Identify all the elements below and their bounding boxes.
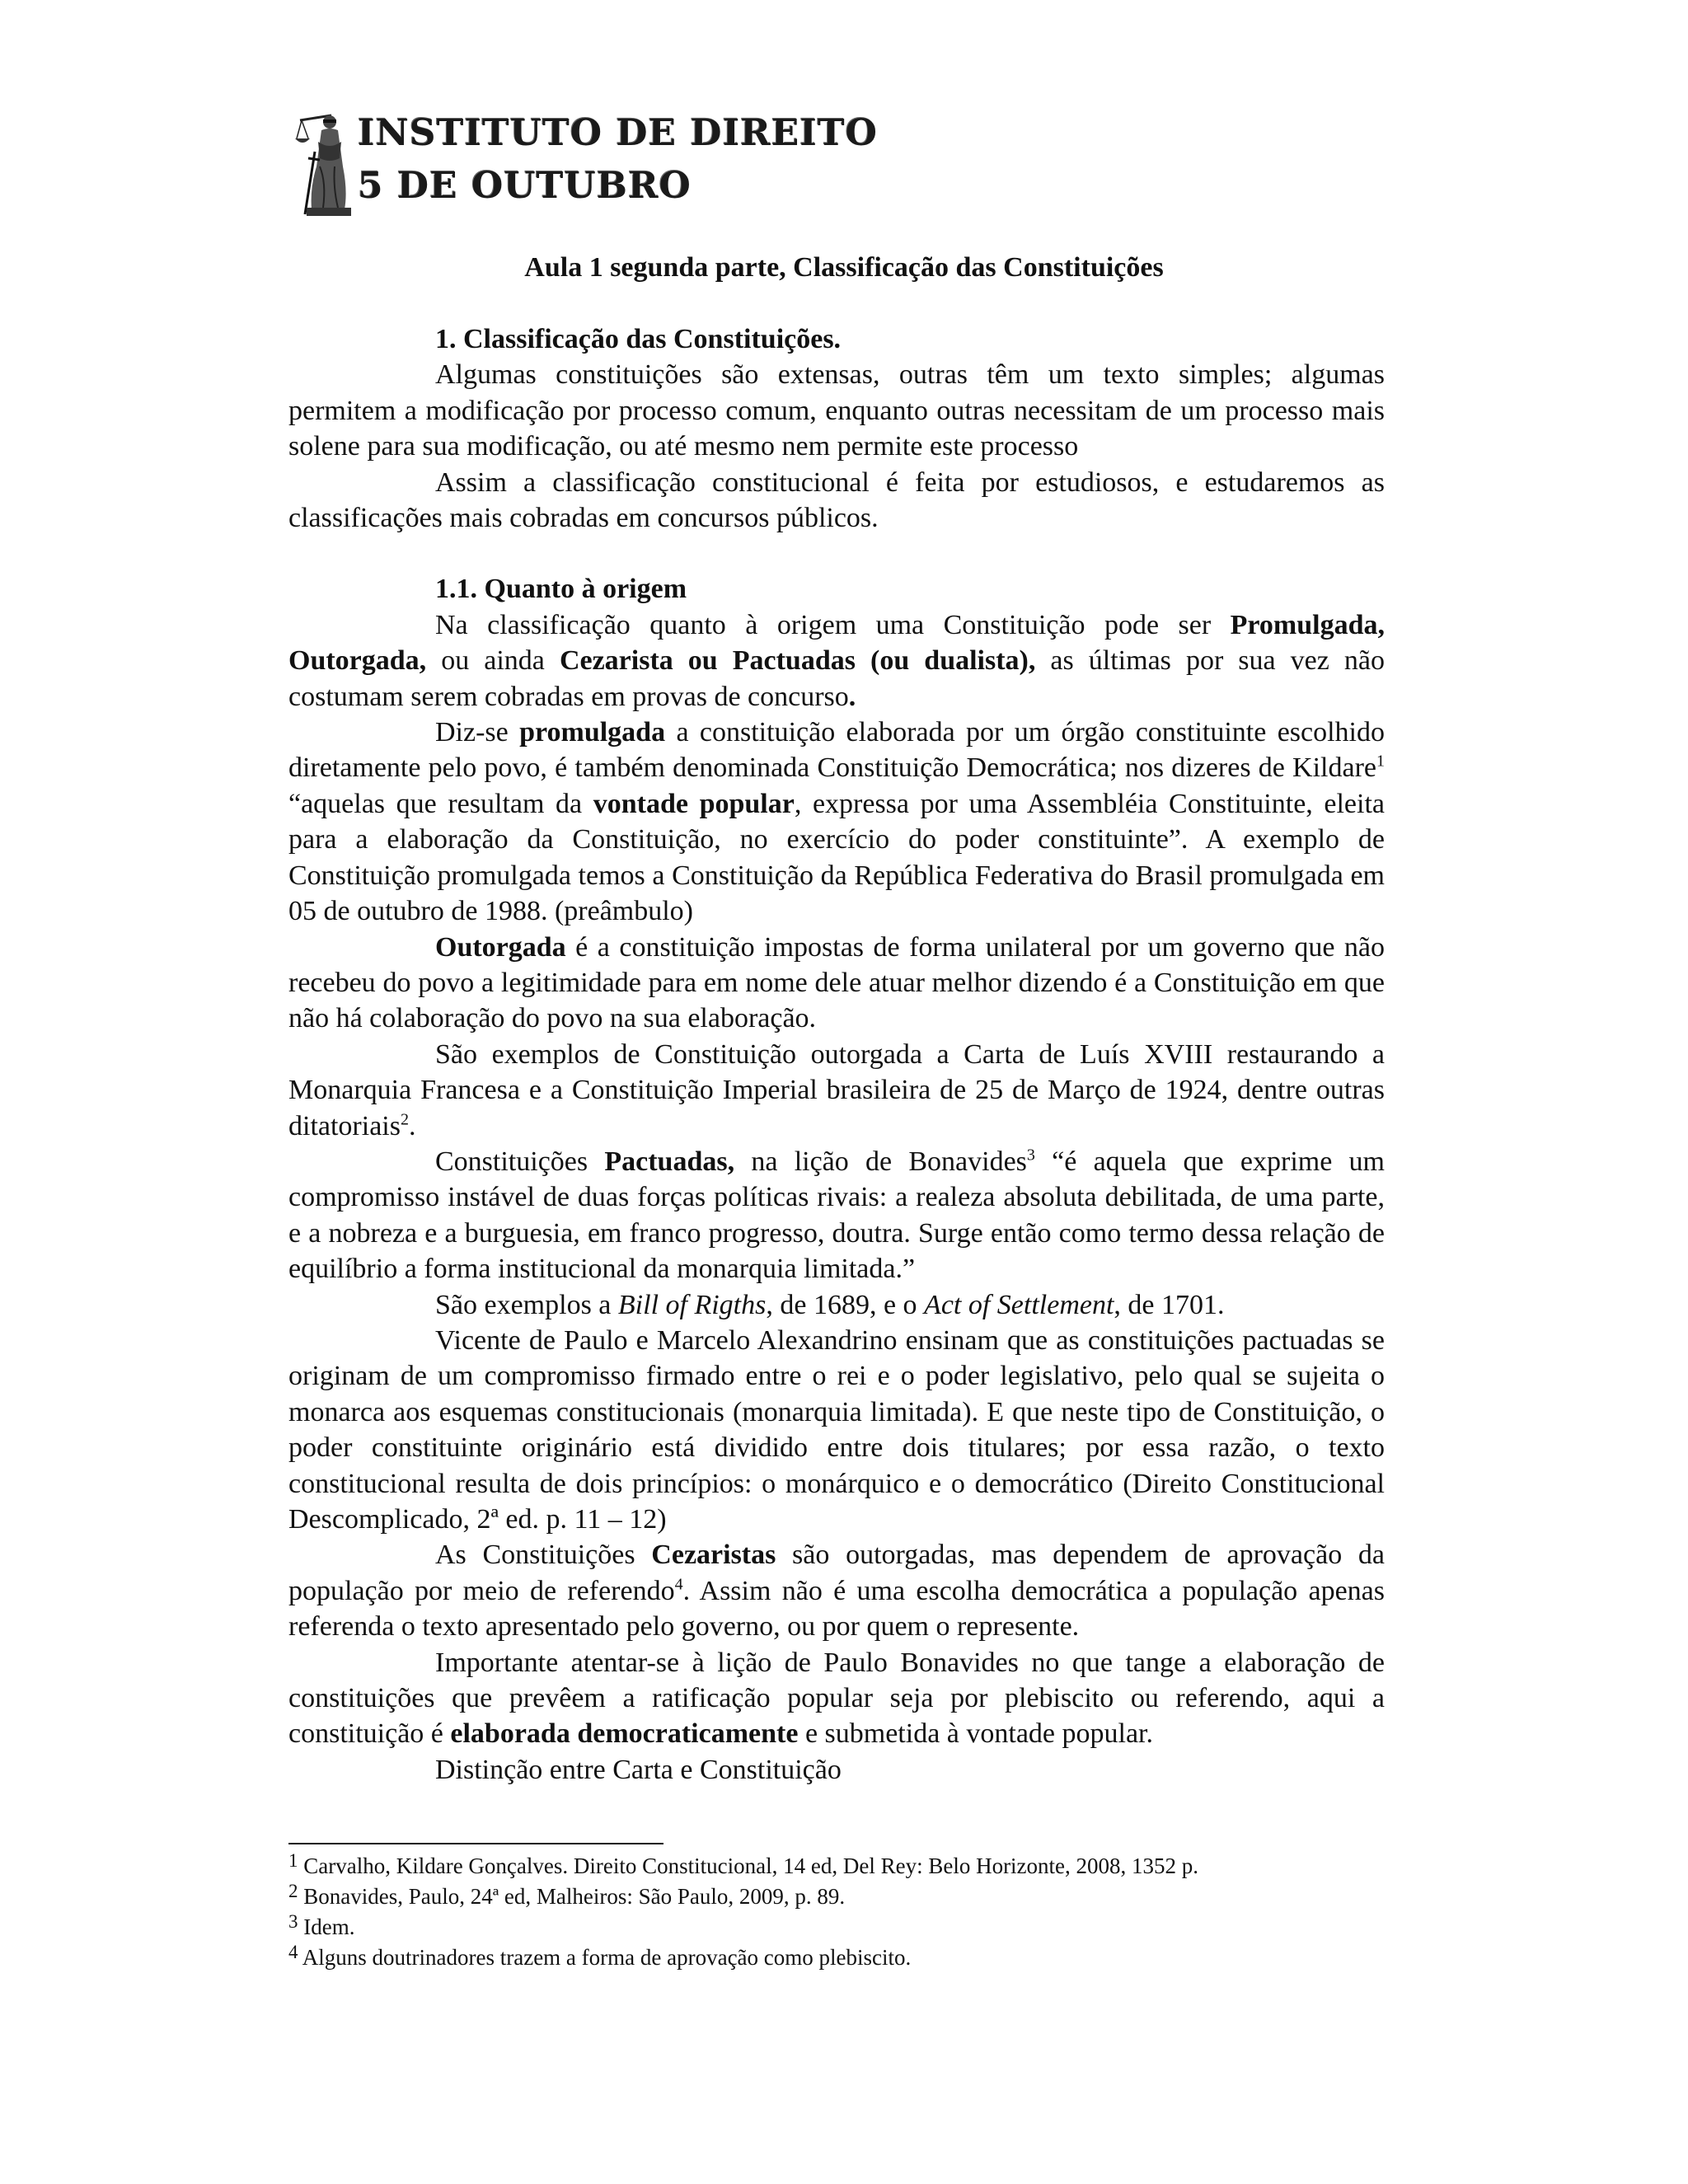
lady-justice-icon — [293, 109, 356, 218]
institute-name-line1: INSTITUTO DE DIREITO — [358, 112, 878, 154]
paragraph: Outorgada é a constituição impostas de forma unilateral por um governo que não recebeu do povo a legitimidade para em nome dele atuar melhor dizendo é a Constituição em que não há colaboração do povo na sua elaboração. — [288, 931, 1385, 1034]
footnote-ref: 3 — [1026, 1146, 1035, 1165]
document-body — [288, 321, 1385, 1788]
paragraph: Diz-se promulgada a constituição elaborada por um órgão constituinte escolhido diretamente pelo povo, é também denominada Constituição Democrática; nos dizeres de Kildare$^1$ “aquelas que resultam da vontade popular, expressa por uma Assembléia Constituinte, eleita para a elaboração da Constituição, no exercício do poder constituinte”. A exemplo de Constituição promulgada temos a Constituição da República Federativa do Brasil promulgada em 05 de outubro de 1988. (preâmbulo) — [288, 717, 1386, 927]
section-heading-1: 1. Classificação das Constituições. — [435, 324, 842, 354]
document-title: Aula 1 segunda parte, Classificação das Constituições — [524, 252, 1164, 283]
paragraph: Algumas constituições são extensas, outras têm um texto simples; algumas permitem a modificação por processo comum, enquanto outras necessitam de um processo mais solene para sua modificação, ou até mesmo nem permite este processo — [288, 359, 1385, 462]
paragraph: Assim a classificação constitucional é feita por estudiosos, e estudaremos as classificações mais cobradas em concursos públicos. — [288, 466, 1385, 534]
footnote: $^4$ Alguns doutrinadores trazem a forma de aprovação como plebiscito. — [288, 1942, 912, 1970]
institute-name-line2: 5 DE OUTUBRO — [358, 165, 692, 207]
section-heading-1-1: 1.1. Quanto à origem — [435, 574, 687, 605]
paragraph: Distinção entre Carta e Constituição — [435, 1754, 842, 1785]
paragraph: As Constituições Cezaristas são outorgadas, mas dependem de aprovação da população por meio de referendo$^4$. Assim não é uma escolha democrática a população apenas referenda o texto apresentado pelo governo, ou por quem o represente. — [288, 1540, 1385, 1643]
footnote: $^3$ Idem. — [288, 1911, 355, 1939]
footnotes — [288, 1851, 1385, 1973]
paragraph: Vicente de Paulo e Marcelo Alexandrino ensinam que as constituições pactuadas se originam de um compromisso firmado entre o rei e o poder legislativo, pelo qual se sujeita o monarca aos esquemas constitucionais (monarquia limitada). E que neste tipo de Constituição, o poder constituinte originário está dividido entre dois titulares; por essa razão, o texto constitucional resulta de dois princípios: o monárquico e o democrático (Direito Constitucional Descomplicado, 2ª ed. p. 11 – 12) — [288, 1324, 1385, 1535]
paragraph: São exemplos a Bill of Rigths, de 1689, e o Act of Settlement, de 1701. — [435, 1289, 1225, 1320]
footnote-ref: 2 — [400, 1110, 409, 1129]
footnote: $^2$ Bonavides, Paulo, 24ª ed, Malheiros: São Paulo, 2009, p. 89. — [288, 1881, 846, 1909]
paragraph: São exemplos de Constituição outorgada a Carta de Luís XVIII restaurando a Monarquia Francesa e a Constituição Imperial brasileira de 25 de Março de 1924, dentre outras ditatoriais$^2$. — [288, 1038, 1385, 1141]
footnote-separator — [288, 1843, 663, 1844]
letterhead — [293, 109, 878, 218]
paragraph: Constituições Pactuadas, na lição de Bonavides$^3$ “é aquela que exprime um compromisso instável de duas forças políticas rivais: a realeza absoluta debilitada, de uma parte, e a nobreza e a burguesia, em franco progresso, doutra. Surge então como termo dessa relação de equilíbrio a forma institucional da monarquia limitada.” — [288, 1146, 1385, 1285]
footnote-ref: 4 — [674, 1575, 683, 1594]
paragraph: Importante atentar-se à lição de Paulo Bonavides no que tange a elaboração de constituições que prevêem a ratificação popular seja por plebiscito ou referendo, aqui a constituição é elaborada democraticamente e submetida à vontade popular. — [288, 1647, 1385, 1750]
spacer — [288, 536, 1385, 571]
footnote: $^1$ Carvalho, Kildare Gonçalves. Direito Constitucional, 14 ed, Del Rey: Belo Horizonte, 2008, 1352 p. — [288, 1850, 1199, 1878]
footnote-ref: 1 — [1376, 752, 1385, 771]
paragraph: Na classificação quanto à origem uma Constituição pode ser Promulgada, Outorgada, ou ainda Cezarista ou Pactuadas (ou dualista), as últimas por sua vez não costumam serem cobradas em provas de concurso. — [288, 609, 1385, 712]
